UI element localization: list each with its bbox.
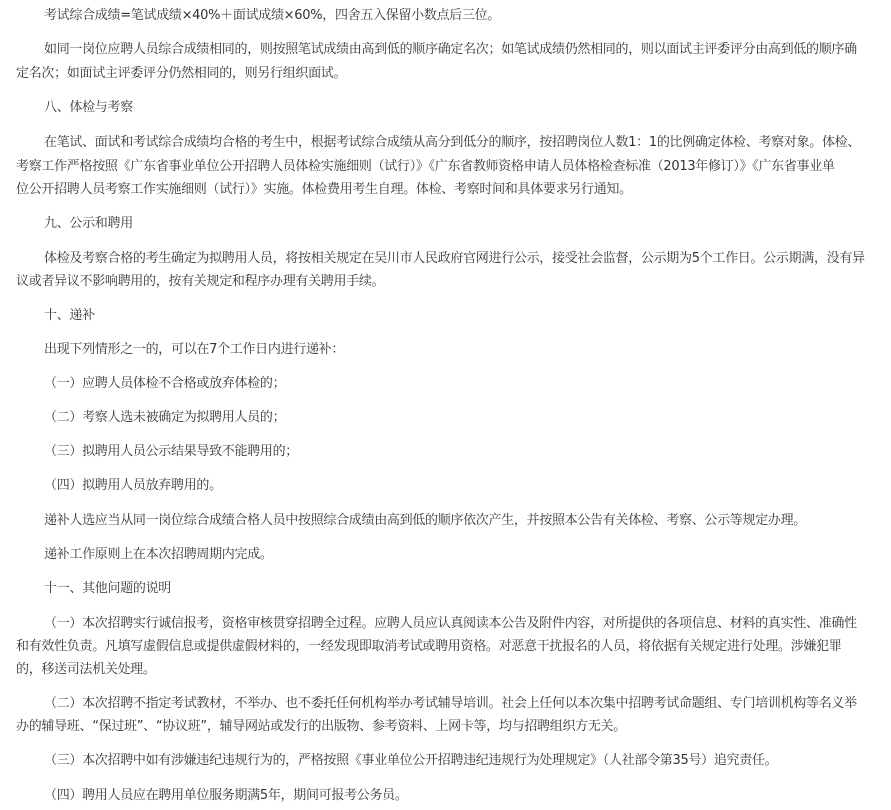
integrity-line-2: 和有效性负责。凡填写虚假信息或提供虚假材料的，一经发现即取消考试或聘用资格。对恶意干扰报名的人员，将依据有关规定进行处理。涉嫌犯罪 xyxy=(16,639,842,654)
violation-text: （三）本次招聘中如有涉嫌违纪违规行为的，严格按照《事业单位公开招聘违纪违规行为处理规定》（人社部令第35号）追究责任。 xyxy=(44,753,778,768)
publicity-line-2: 议或者异议不影响聘用的，按有关规定和程序办理有关聘用手续。 xyxy=(16,274,385,289)
score-formula-text: 考试综合成绩=笔试成绩×40%＋面试成绩×60%，四舍五入保留小数点后三位。 xyxy=(44,8,501,23)
physical-exam-line-3: 位公开招聘人员考察工作实施细则（试行）》实施。体检费用考生自理。体检、考察时间和具体要求另行通知。 xyxy=(16,182,632,197)
substitution-intro: 出现下列情形之一的，可以在7个工作日内进行递补： xyxy=(44,342,345,357)
integrity-line-1: （一）本次招聘实行诚信报考，资格审核贯穿招聘全过程。应聘人员应认真阅读本公告及附件内容，对所提供的各项信息、材料的真实性、准确性 xyxy=(44,616,857,631)
section-heading-8: 八、体检与考察 xyxy=(44,100,133,115)
substitution-period: 递补工作原则上在本次招聘周期内完成。 xyxy=(44,547,273,562)
integrity-line-3: 的，移送司法机关处理。 xyxy=(16,662,156,677)
substitution-case-2: （二）考察人选未被确定为拟聘用人员的； xyxy=(44,410,286,425)
publicity-line-1: 体检及考察合格的考生确定为拟聘用人员，将按相关规定在吴川市人民政府官网进行公示，接受社会监督，公示期为5个工作日。公示期满，没有异 xyxy=(44,251,865,266)
substitution-rule: 递补人选应当从同一岗位综合成绩合格人员中按照综合成绩由高到低的顺序依次产生，并按照本公告有关体检、考察、公示等规定办理。 xyxy=(44,513,807,528)
substitution-case-4: （四）拟聘用人员放弃聘用的。 xyxy=(44,478,222,493)
physical-exam-line-2: 考察工作严格按照《广东省事业单位公开招聘人员体检实施细则（试行）》《广东省教师资格申请人员体格检查标准（2013年修订）》《广东省事业单 xyxy=(16,159,835,174)
section-heading-10: 十、递补 xyxy=(44,308,95,323)
substitution-case-3: （三）拟聘用人员公示结果导致不能聘用的； xyxy=(44,444,299,459)
tie-rule-line-1: 如同一岗位应聘人员综合成绩相同的，则按照笔试成绩由高到低的顺序确定名次；如笔试成绩仍然相同的，则以面试主评委评分由高到低的顺序确 xyxy=(44,42,857,57)
tie-rule-line-2: 定名次；如面试主评委评分仍然相同的，则另行组织面试。 xyxy=(16,66,347,81)
no-training-line-1: （二）本次招聘不指定考试教材，不举办、也不委托任何机构举办考试辅导培训。社会上任何以本次集中招聘考试命题组、专门培训机构等名义举 xyxy=(44,696,857,711)
section-heading-11: 十一、其他问题的说明 xyxy=(44,581,172,596)
no-training-line-2: 办的辅导班、“保过班”、“协议班”，辅导网站或发行的出版物、参考资料、上网卡等，均与招聘组织方无关。 xyxy=(16,719,626,734)
section-heading-9: 九、公示和聘用 xyxy=(44,216,133,231)
service-period-text: （四）聘用人员应在聘用单位服务期满5年，期间可报考公务员。 xyxy=(44,788,408,803)
physical-exam-line-1: 在笔试、面试和考试综合成绩均合格的考生中，根据考试综合成绩从高分到低分的顺序，按招聘岗位人数1：1的比例确定体检、考察对象。体检、 xyxy=(44,135,861,150)
substitution-case-1: （一）应聘人员体检不合格或放弃体检的； xyxy=(44,376,286,391)
